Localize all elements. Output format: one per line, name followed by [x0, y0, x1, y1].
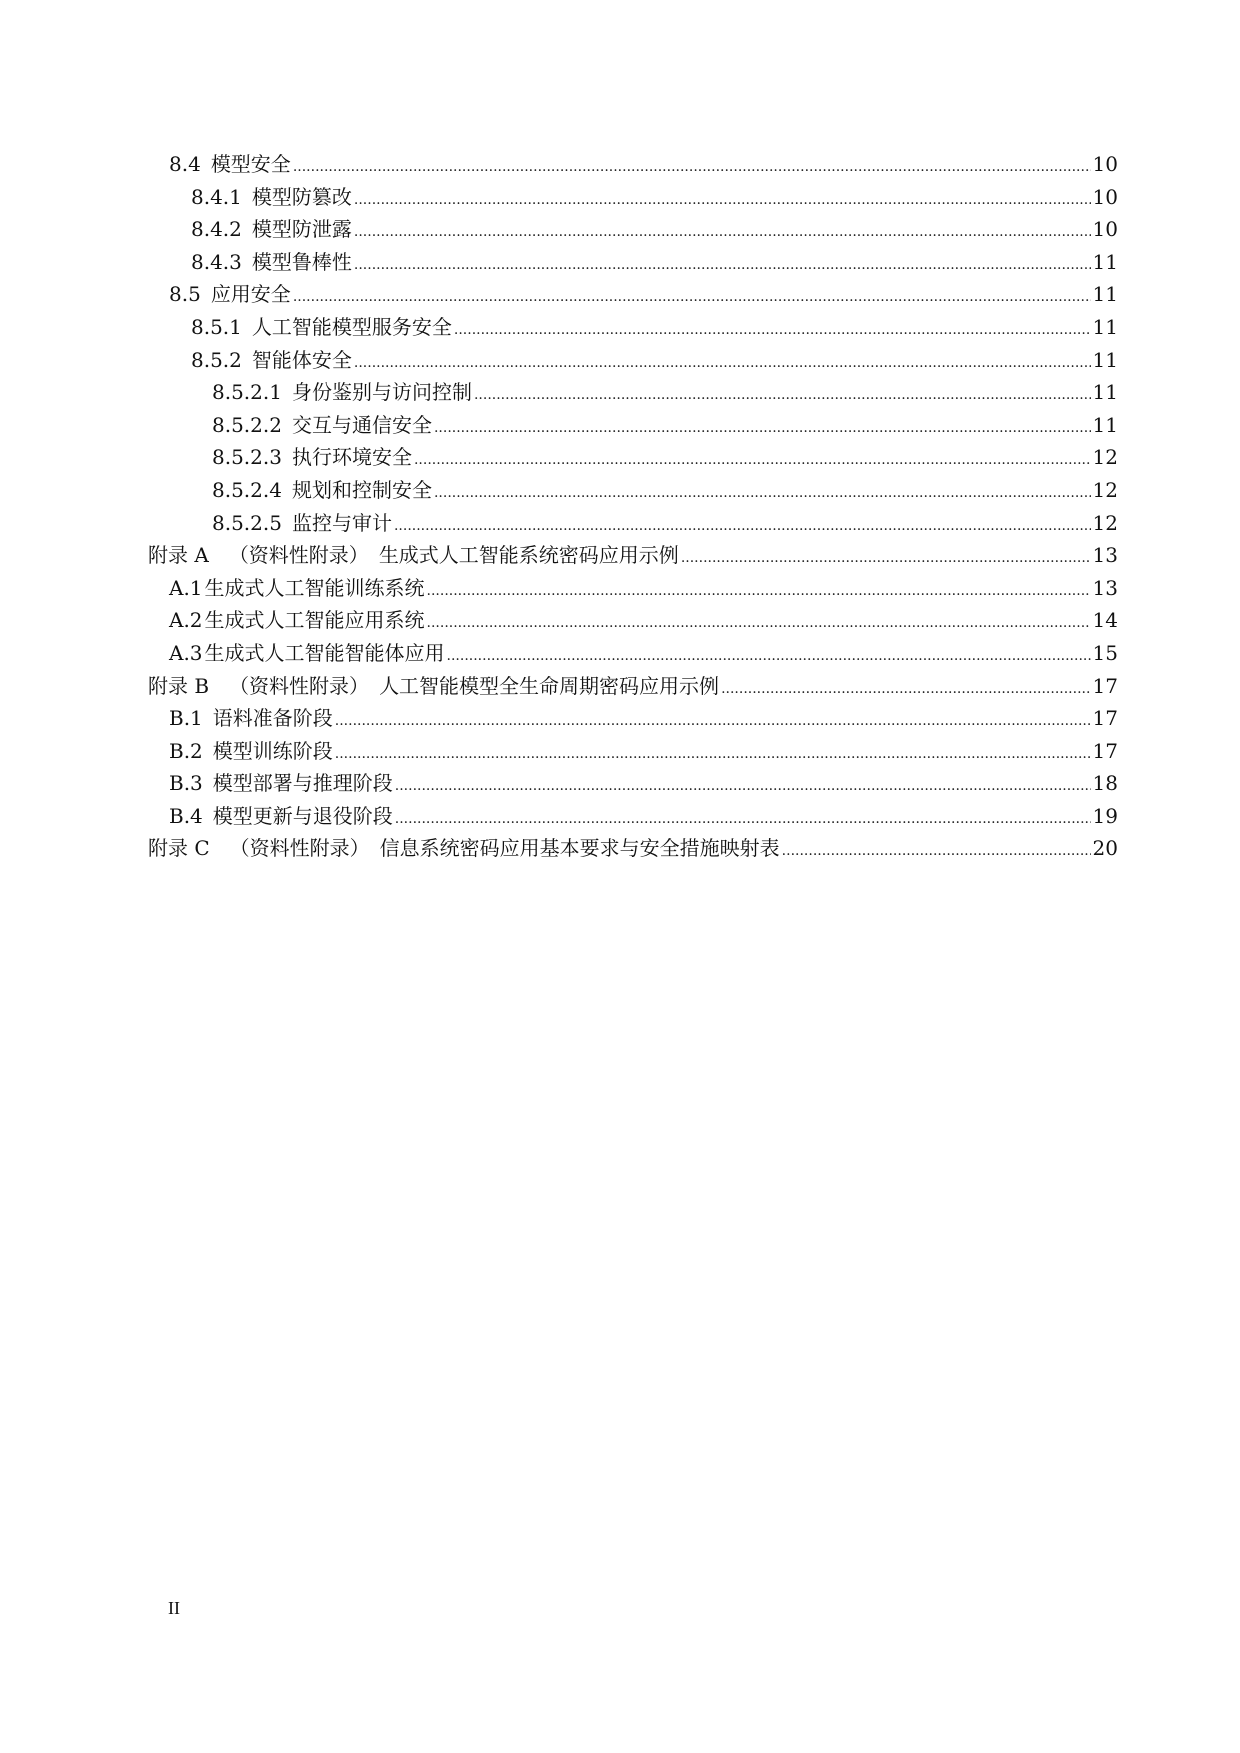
toc-entry-page: 11: [1092, 380, 1118, 405]
toc-entry[interactable]: [148, 376, 1118, 409]
toc-entry-number: B.3: [169, 771, 203, 796]
toc-entry-page: 11: [1092, 282, 1118, 307]
toc-entry-label: [191, 181, 352, 214]
toc-entry[interactable]: [148, 507, 1118, 540]
toc-entry-number: 8.5.1: [191, 314, 242, 339]
toc-entry[interactable]: [148, 604, 1118, 637]
toc-entry-page: 10: [1092, 217, 1118, 242]
toc-dot-leader: [354, 249, 1091, 282]
toc-entry-annex-note: （资料性附录）: [229, 836, 370, 861]
toc-entry-number: 8.5.2.4: [212, 477, 282, 502]
toc-entry-number: B.4: [169, 803, 203, 828]
toc-entry[interactable]: [148, 311, 1118, 344]
toc-entry-title: 模型鲁棒性: [251, 249, 352, 274]
toc-entry-title: 语料准备阶段: [212, 706, 333, 731]
toc-entry-label: [212, 441, 412, 474]
toc-entry[interactable]: [148, 735, 1118, 768]
toc-entry-number: 8.4: [169, 152, 201, 176]
toc-entry-number: 附录 B: [148, 673, 210, 698]
toc-entry-title: 模型防篡改: [251, 184, 352, 209]
toc-entry[interactable]: [148, 572, 1118, 605]
toc-entry-annex-note: （资料性附录）: [228, 543, 369, 568]
toc-entry-label: [169, 278, 291, 311]
toc-entry-number: 8.4.2: [191, 217, 242, 242]
toc-entry-label: [191, 311, 452, 344]
toc-entry-title: 模型训练阶段: [212, 738, 333, 763]
toc-entry-label: [169, 637, 445, 670]
toc-entry-label: [191, 246, 352, 279]
toc-entry-page: 13: [1092, 543, 1118, 568]
toc-entry-title: 人工智能模型全生命周期密码应用示例: [379, 673, 720, 698]
toc-dot-leader: [434, 412, 1091, 445]
toc-entry[interactable]: [148, 246, 1118, 279]
toc-entry-title: 执行环境安全: [291, 445, 412, 470]
toc-dot-leader: [474, 379, 1091, 412]
toc-entry-label: [169, 148, 291, 181]
toc-entry-label: [169, 604, 425, 637]
toc-entry-label: [148, 539, 679, 572]
toc-entry[interactable]: [148, 148, 1118, 181]
toc-entry-page: 13: [1092, 575, 1118, 600]
toc-entry-title: 应用安全: [210, 282, 291, 307]
toc-entry-page: 19: [1092, 803, 1118, 828]
toc-dot-leader: [293, 151, 1091, 184]
toc-entry-label: [212, 474, 432, 507]
toc-entry-page: 14: [1092, 608, 1118, 633]
toc-entry-label: [191, 213, 352, 246]
toc-entry-title: 规划和控制安全: [291, 477, 432, 502]
toc-entry-page: 17: [1092, 738, 1118, 763]
toc-entry-number: B.1: [169, 706, 203, 731]
toc-dot-leader: [335, 705, 1091, 738]
toc-entry[interactable]: [148, 181, 1118, 214]
toc-entry[interactable]: [148, 344, 1118, 377]
toc-entry-label: [191, 344, 352, 377]
toc-entry-label: [212, 507, 392, 540]
toc-entry-number: 8.5.2: [191, 347, 242, 372]
toc-entry[interactable]: [148, 441, 1118, 474]
toc-entry-number: 附录 C: [148, 836, 210, 861]
toc-dot-leader: [354, 347, 1091, 380]
toc-entry-label: [169, 767, 393, 800]
toc-dot-leader: [454, 314, 1091, 347]
toc-entry-page: 12: [1092, 445, 1118, 470]
toc-entry-page: 18: [1092, 771, 1118, 796]
toc-entry[interactable]: [148, 800, 1118, 833]
toc-entry-page: 17: [1092, 706, 1118, 731]
toc-entry-label: [169, 572, 425, 605]
toc-entry-title: 生成式人工智能应用系统: [204, 608, 425, 633]
toc-entry-page: 15: [1092, 640, 1118, 665]
toc-entry-label: [148, 832, 780, 865]
toc-entry-page: 17: [1092, 673, 1118, 698]
toc-dot-leader: [782, 835, 1091, 868]
toc-entry-number: 8.5.2.3: [212, 445, 282, 470]
toc-dot-leader: [721, 673, 1090, 706]
toc-entry-title: 生成式人工智能智能体应用: [204, 640, 445, 665]
toc-entry[interactable]: [148, 409, 1118, 442]
toc-dot-leader: [395, 770, 1091, 803]
toc-entry[interactable]: [148, 832, 1118, 865]
toc-entry[interactable]: [148, 539, 1118, 572]
toc-entry-title: 监控与审计: [291, 510, 392, 535]
toc-entry-title: 人工智能模型服务安全: [251, 314, 452, 339]
toc-entry-number: 8.4.1: [191, 184, 242, 209]
toc-entry-page: 10: [1092, 184, 1118, 209]
toc-entry-page: 11: [1092, 249, 1118, 274]
toc-entry-label: [212, 409, 432, 442]
toc-entry-page: 12: [1092, 510, 1118, 535]
toc-entry-title: 身份鉴别与访问控制: [291, 380, 472, 405]
toc-entry[interactable]: [148, 670, 1118, 703]
toc-entry-title: 模型部署与推理阶段: [212, 771, 393, 796]
toc-entry-number: 8.5.2.2: [212, 412, 282, 437]
toc-entry[interactable]: [148, 702, 1118, 735]
toc-dot-leader: [293, 281, 1091, 314]
toc-entry-title: 交互与通信安全: [291, 412, 432, 437]
toc-entry-title: 模型安全: [210, 152, 291, 176]
toc-entry-number: 8.4.3: [191, 249, 242, 274]
toc-entry[interactable]: [148, 637, 1118, 670]
toc-entry-label: [169, 735, 333, 768]
toc-dot-leader: [681, 542, 1091, 575]
toc-entry-number: 附录 A: [148, 543, 209, 568]
toc-entry-label: [169, 800, 393, 833]
toc-dot-leader: [414, 444, 1091, 477]
toc-entry-title: 模型防泄露: [251, 217, 352, 242]
toc-entry-label: [212, 376, 472, 409]
toc-entry[interactable]: [148, 278, 1118, 311]
toc-dot-leader: [394, 510, 1091, 543]
toc-entry-number: 8.5: [169, 282, 201, 307]
page-number: II: [168, 1598, 180, 1618]
toc-dot-leader: [335, 738, 1091, 771]
toc-entry-page: 11: [1092, 314, 1118, 339]
toc-entry-annex-note: （资料性附录）: [229, 673, 370, 698]
toc-entry-title: 生成式人工智能训练系统: [204, 575, 425, 600]
toc-entry-number: A.1: [169, 575, 203, 600]
toc-entry-page: 10: [1092, 152, 1118, 176]
toc-entry-page: 12: [1092, 477, 1118, 502]
toc-dot-leader: [395, 803, 1091, 836]
toc-entry-page: 11: [1092, 412, 1118, 437]
toc-entry-number: A.2: [169, 608, 203, 633]
toc-entry-label: [148, 670, 719, 703]
toc-entry[interactable]: [148, 767, 1118, 800]
toc-dot-leader: [447, 640, 1091, 673]
toc-entry-label: [169, 702, 333, 735]
toc-entry-title: 信息系统密码应用基本要求与安全措施映射表: [379, 836, 780, 861]
toc-entry-number: A.3: [169, 640, 203, 665]
toc-entry-number: 8.5.2.1: [212, 380, 282, 405]
toc-entry-number: 8.5.2.5: [212, 510, 282, 535]
toc-entry[interactable]: [148, 474, 1118, 507]
toc-dot-leader: [427, 575, 1091, 608]
toc-entry-title: 模型更新与退役阶段: [212, 803, 393, 828]
toc-entry-page: 20: [1092, 836, 1118, 861]
toc-dot-leader: [354, 216, 1091, 249]
toc-entry-title: 生成式人工智能系统密码应用示例: [378, 543, 679, 568]
toc-dot-leader: [427, 607, 1091, 640]
toc-entry-title: 智能体安全: [251, 347, 352, 372]
toc-dot-leader: [354, 184, 1091, 217]
toc-entry[interactable]: [148, 213, 1118, 246]
toc-entry-page: 11: [1092, 347, 1118, 372]
toc-dot-leader: [434, 477, 1091, 510]
toc-entry-number: B.2: [169, 738, 203, 763]
table-of-contents: [148, 148, 1118, 865]
